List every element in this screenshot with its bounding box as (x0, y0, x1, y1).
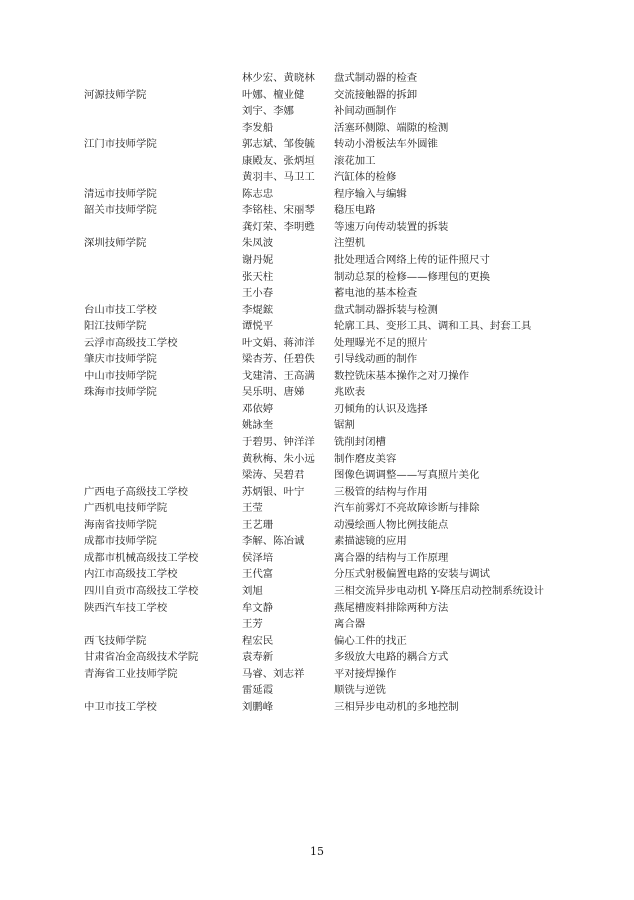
topic-cell: 燕尾槽废料排除两种方法 (334, 601, 449, 614)
names-cell: 马睿、刘志祥 (242, 667, 305, 680)
school-cell: 清远市技师学院 (84, 187, 157, 200)
list-item (84, 467, 604, 484)
list-item (84, 633, 604, 650)
list-item (84, 384, 604, 401)
topic-cell: 交流接触器的拆卸 (334, 88, 418, 101)
entries-list (84, 70, 604, 715)
school-cell: 成都市机械高级技工学校 (84, 551, 199, 564)
list-item (84, 533, 604, 550)
school-cell: 江门市技师学院 (84, 138, 157, 151)
topic-cell: 三相异步电动机的多地控制 (334, 700, 459, 713)
list-item (84, 219, 604, 236)
topic-cell: 多级放大电路的耦合方式 (334, 651, 449, 664)
school-cell: 肇庆市技师学院 (84, 353, 157, 366)
names-cell: 谢丹妮 (242, 254, 274, 267)
school-cell: 阳江技师学院 (84, 320, 147, 333)
school-cell: 珠海市技师学院 (84, 386, 157, 399)
names-cell: 陈志忠 (242, 187, 274, 200)
names-cell: 程宏民 (242, 634, 274, 647)
names-cell: 刘旭 (242, 584, 263, 597)
topic-cell: 等速万向传动装置的拆装 (334, 220, 449, 233)
topic-cell: 制作磨皮美容 (334, 452, 397, 465)
school-cell: 成都市技师学院 (84, 535, 157, 548)
names-cell: 袁寿新 (242, 651, 274, 664)
school-cell: 甘肃省冶金高级技术学院 (84, 651, 199, 664)
list-item (84, 699, 604, 716)
names-cell: 苏炳银、叶宁 (242, 485, 305, 498)
list-item (84, 600, 604, 617)
list-item (84, 417, 604, 434)
topic-cell: 处理曝光不足的照片 (334, 336, 428, 349)
topic-cell: 素描滤镜的应用 (334, 535, 407, 548)
list-item (84, 649, 604, 666)
list-item (84, 252, 604, 269)
school-cell: 西飞技师学院 (84, 634, 147, 647)
names-cell: 梁涛、吴碧君 (242, 469, 305, 482)
school-cell: 深圳技师学院 (84, 237, 147, 250)
school-cell: 韶关市技师学院 (84, 204, 157, 217)
topic-cell: 刃倾角的认识及选择 (334, 402, 428, 415)
topic-cell: 蓄电池的基本检查 (334, 287, 418, 300)
list-item (84, 434, 604, 451)
list-item (84, 136, 604, 153)
topic-cell: 批处理适合网络上传的证件照尺寸 (334, 254, 490, 267)
names-cell: 王艺珊 (242, 518, 274, 531)
names-cell: 王芳 (242, 618, 263, 631)
topic-cell: 铣削封闭槽 (334, 436, 386, 449)
names-cell: 姚詠奎 (242, 419, 274, 432)
topic-cell: 数控铣床基本操作之对刀操作 (334, 369, 470, 382)
names-cell: 李解、陈冶诚 (242, 535, 305, 548)
names-cell: 黄秋梅、朱小远 (242, 452, 315, 465)
list-item (84, 368, 604, 385)
list-item (84, 550, 604, 567)
names-cell: 吴乐明、唐娣 (242, 386, 305, 399)
topic-cell: 制动总泵的检修——修理包的更换 (334, 270, 490, 283)
topic-cell: 动漫绘画人物比例技能点 (334, 518, 449, 531)
topic-cell: 三相交流异步电动机 Y-降压启动控制系统设计 (334, 584, 544, 597)
list-item (84, 186, 604, 203)
school-cell: 河源技师学院 (84, 88, 147, 101)
list-item (84, 401, 604, 418)
list-item (84, 682, 604, 699)
names-cell: 张天柱 (242, 270, 274, 283)
topic-cell: 注塑机 (334, 237, 366, 250)
names-cell: 李铭桂、宋丽琴 (242, 204, 315, 217)
names-cell: 叶文娟、蒋沛洋 (242, 336, 315, 349)
list-item (84, 70, 604, 87)
names-cell: 于碧男、钟洋洋 (242, 436, 315, 449)
topic-cell: 盘式制动器的检查 (334, 72, 418, 84)
list-item (84, 169, 604, 186)
names-cell: 侯泽培 (242, 551, 274, 564)
list-item (84, 583, 604, 600)
names-cell: 谭悦平 (242, 320, 274, 333)
topic-cell: 轮廓工具、变形工具、调和工具、封套工具 (334, 320, 532, 333)
list-item (84, 103, 604, 120)
list-item (84, 318, 604, 335)
list-item (84, 500, 604, 517)
names-cell: 王小春 (242, 287, 274, 300)
topic-cell: 偏心工件的找正 (334, 634, 407, 647)
names-cell: 黄羽丰、马卫工 (242, 171, 315, 184)
school-cell: 中山市技师学院 (84, 369, 157, 382)
list-item (84, 235, 604, 252)
school-cell: 广西电子高级技工学校 (84, 485, 188, 498)
topic-cell: 分压式射极偏置电路的安装与调试 (334, 568, 490, 581)
topic-cell: 稳压电路 (334, 204, 376, 217)
names-cell: 戈建清、王高满 (242, 369, 315, 382)
list-item (84, 351, 604, 368)
school-cell: 内江市高级技工学校 (84, 568, 178, 581)
school-cell: 海南省技师学院 (84, 518, 157, 531)
names-cell: 牟文静 (242, 601, 274, 614)
list-item (84, 285, 604, 302)
names-cell: 邓依婷 (242, 402, 274, 415)
topic-cell: 汽车前雾灯不亮故障诊断与排除 (334, 502, 480, 515)
list-item (84, 87, 604, 104)
names-cell: 王代富 (242, 568, 274, 581)
list-item (84, 484, 604, 501)
topic-cell: 图像色调调整——写真照片美化 (334, 469, 480, 482)
names-cell: 李发船 (242, 121, 274, 134)
names-cell: 林少宏、黄晓林 (242, 72, 315, 84)
topic-cell: 顺铣与逆铣 (334, 684, 386, 697)
list-item (84, 517, 604, 534)
school-cell: 中卫市技工学校 (84, 700, 157, 713)
list-item (84, 451, 604, 468)
list-item (84, 666, 604, 683)
topic-cell: 转动小滑板法车外圆锥 (334, 138, 438, 151)
topic-cell: 盘式制动器拆装与检测 (334, 303, 438, 316)
topic-cell: 兆欧表 (334, 386, 366, 399)
topic-cell: 平对接焊操作 (334, 667, 397, 680)
topic-cell: 汽缸体的检修 (334, 171, 397, 184)
school-cell: 广西机电技师学院 (84, 502, 168, 515)
list-item (84, 302, 604, 319)
topic-cell: 活塞环侧隙、端隙的检测 (334, 121, 449, 134)
topic-cell: 程序输入与编辑 (334, 187, 407, 200)
topic-cell: 三极管的结构与作用 (334, 485, 428, 498)
topic-cell: 离合器 (334, 618, 366, 631)
school-cell: 青海省工业技师学院 (84, 667, 178, 680)
names-cell: 雷延霞 (242, 684, 274, 697)
school-cell: 陕西汽车技工学校 (84, 601, 168, 614)
list-item (84, 335, 604, 352)
names-cell: 康殿友、张炳垣 (242, 154, 315, 167)
names-cell: 龚灯荣、李明甦 (242, 220, 315, 233)
names-cell: 叶娜、檀业健 (242, 88, 305, 101)
list-item (84, 269, 604, 286)
topic-cell: 滚花加工 (334, 154, 376, 167)
list-item (84, 616, 604, 633)
names-cell: 朱凤波 (242, 237, 274, 250)
school-cell: 台山市技工学校 (84, 303, 157, 316)
page-number: 15 (310, 845, 324, 858)
names-cell: 刘鹏峰 (242, 700, 274, 713)
names-cell: 梁杏芳、任碧佚 (242, 353, 315, 366)
list-item (84, 120, 604, 137)
topic-cell: 引导线动画的制作 (334, 353, 418, 366)
topic-cell: 补间动画制作 (334, 105, 397, 118)
list-item (84, 202, 604, 219)
topic-cell: 锯割 (334, 419, 355, 432)
list-item (84, 153, 604, 170)
names-cell: 郭志斌、邹俊毓 (242, 138, 315, 151)
school-cell: 云浮市高级技工学校 (84, 336, 178, 349)
topic-cell: 离合器的结构与工作原理 (334, 551, 449, 564)
list-item (84, 566, 604, 583)
names-cell: 刘宇、李娜 (242, 105, 294, 118)
names-cell: 李焜鋐 (242, 303, 274, 316)
school-cell: 四川自贡市高级技工学校 (84, 584, 199, 597)
names-cell: 王莹 (242, 502, 263, 515)
